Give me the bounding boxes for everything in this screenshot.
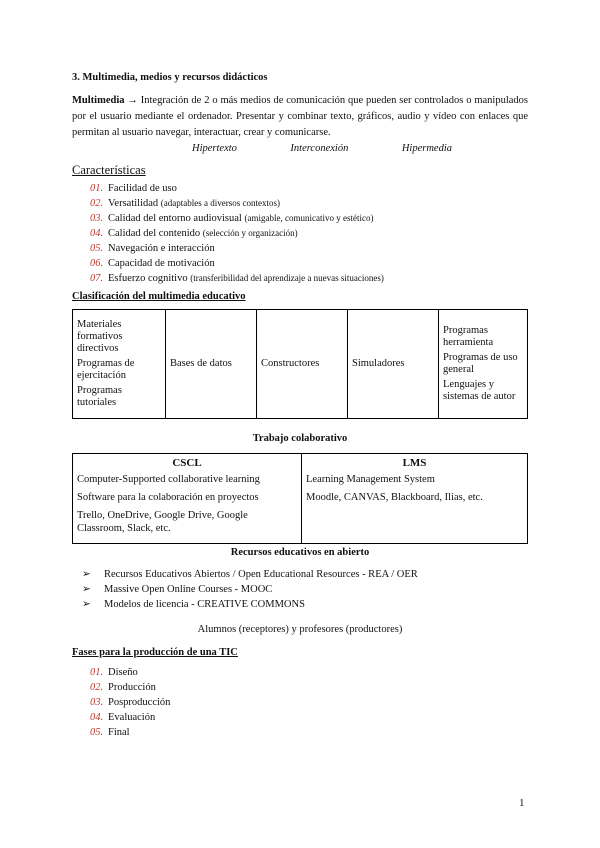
roles-line: Alumnos (receptores) y profesores (productores) xyxy=(197,624,403,635)
definition-text: Integración de 2 o más medios de comunicación que pueden ser controlados o manipulados por el usuario mediante el ordenador. Presentar y combinar texto, gráficos, audio y vídeo con enlaces que permitan al usuario navegar, interactuar, crear y comunicarse. xyxy=(72,95,529,138)
list-item: 03. Posproducción xyxy=(90,697,171,708)
list-item: 05. Final xyxy=(90,727,130,738)
list-item: 07. Esfuerzo cognitivo (transferibilidad del aprendizaje a nuevas situaciones) xyxy=(90,273,384,284)
list-item: ➢ Recursos Educativos Abiertos / Open Educational Resources - REA / OER xyxy=(82,569,418,580)
arrow-bullet-icon: ➢ xyxy=(82,599,91,610)
definition-term: Multimedia xyxy=(72,95,125,106)
list-item: 01. Facilidad de uso xyxy=(90,183,177,194)
concept-interconexion: Interconexión xyxy=(290,143,349,154)
phases-heading: Fases para la producción de una TIC xyxy=(72,647,238,658)
concept-hipermedia: Hipermedia xyxy=(401,143,452,154)
list-item: 06. Capacidad de motivación xyxy=(90,258,215,269)
list-item: 02. Producción xyxy=(90,682,156,693)
list-item: 04. Calidad del contenido (selección y organización) xyxy=(90,228,298,239)
open-resources-list xyxy=(72,567,418,612)
phases-list xyxy=(72,665,170,740)
classification-cell-constructors: Constructores xyxy=(257,310,348,419)
collaborative-table xyxy=(72,453,528,544)
arrow-icon: → xyxy=(127,95,138,106)
classification-cell-programs: Materiales formativos directivos Programas de ejercitación Programas tutoriales xyxy=(73,310,166,419)
list-item: 03. Calidad del entorno audiovisual (amigable, comunicativo y estético) xyxy=(90,213,374,224)
concept-hipertexto: Hipertexto xyxy=(192,143,237,154)
section-title: 3. Multimedia, medios y recursos didácticos xyxy=(72,72,268,83)
arrow-bullet-icon: ➢ xyxy=(82,584,91,595)
concepts-row xyxy=(192,143,452,154)
collaborative-heading: Trabajo colaborativo xyxy=(252,433,348,444)
classification-cell-simulators: Simuladores xyxy=(348,310,439,419)
characteristics-heading: Características xyxy=(72,163,146,177)
list-item: 01. Diseño xyxy=(90,667,138,678)
list-item: ➢ Modelos de licencia - CREATIVE COMMONS xyxy=(82,599,305,610)
list-item: ➢ Massive Open Online Courses - MOOC xyxy=(82,584,273,595)
cscl-cell: CSCL Computer-Supported collaborative learning Software para la colaboración en proyectos Trello, OneDrive, Google Drive, Google Classroom, Slack, etc. xyxy=(73,454,302,544)
list-item: 04. Evaluación xyxy=(90,712,156,723)
classification-cell-tools: Programas herramienta Programas de uso general Lenguajes y sistemas de autor xyxy=(439,310,528,419)
list-item: 02. Versatilidad (adaptables a diversos contextos) xyxy=(90,198,280,209)
characteristics-list xyxy=(72,181,384,286)
classification-heading: Clasificación del multimedia educativo xyxy=(72,291,246,302)
list-item: 05. Navegación e interacción xyxy=(90,243,215,254)
open-resources-heading: Recursos educativos en abierto xyxy=(230,547,370,558)
classification-table xyxy=(72,309,528,419)
lms-cell: LMS Learning Management System Moodle, CANVAS, Blackboard, Ilias, etc. xyxy=(302,454,528,544)
page-number: 1 xyxy=(519,797,525,809)
classification-cell-databases: Bases de datos xyxy=(166,310,257,419)
definition-paragraph xyxy=(72,93,528,141)
arrow-bullet-icon: ➢ xyxy=(82,569,91,580)
